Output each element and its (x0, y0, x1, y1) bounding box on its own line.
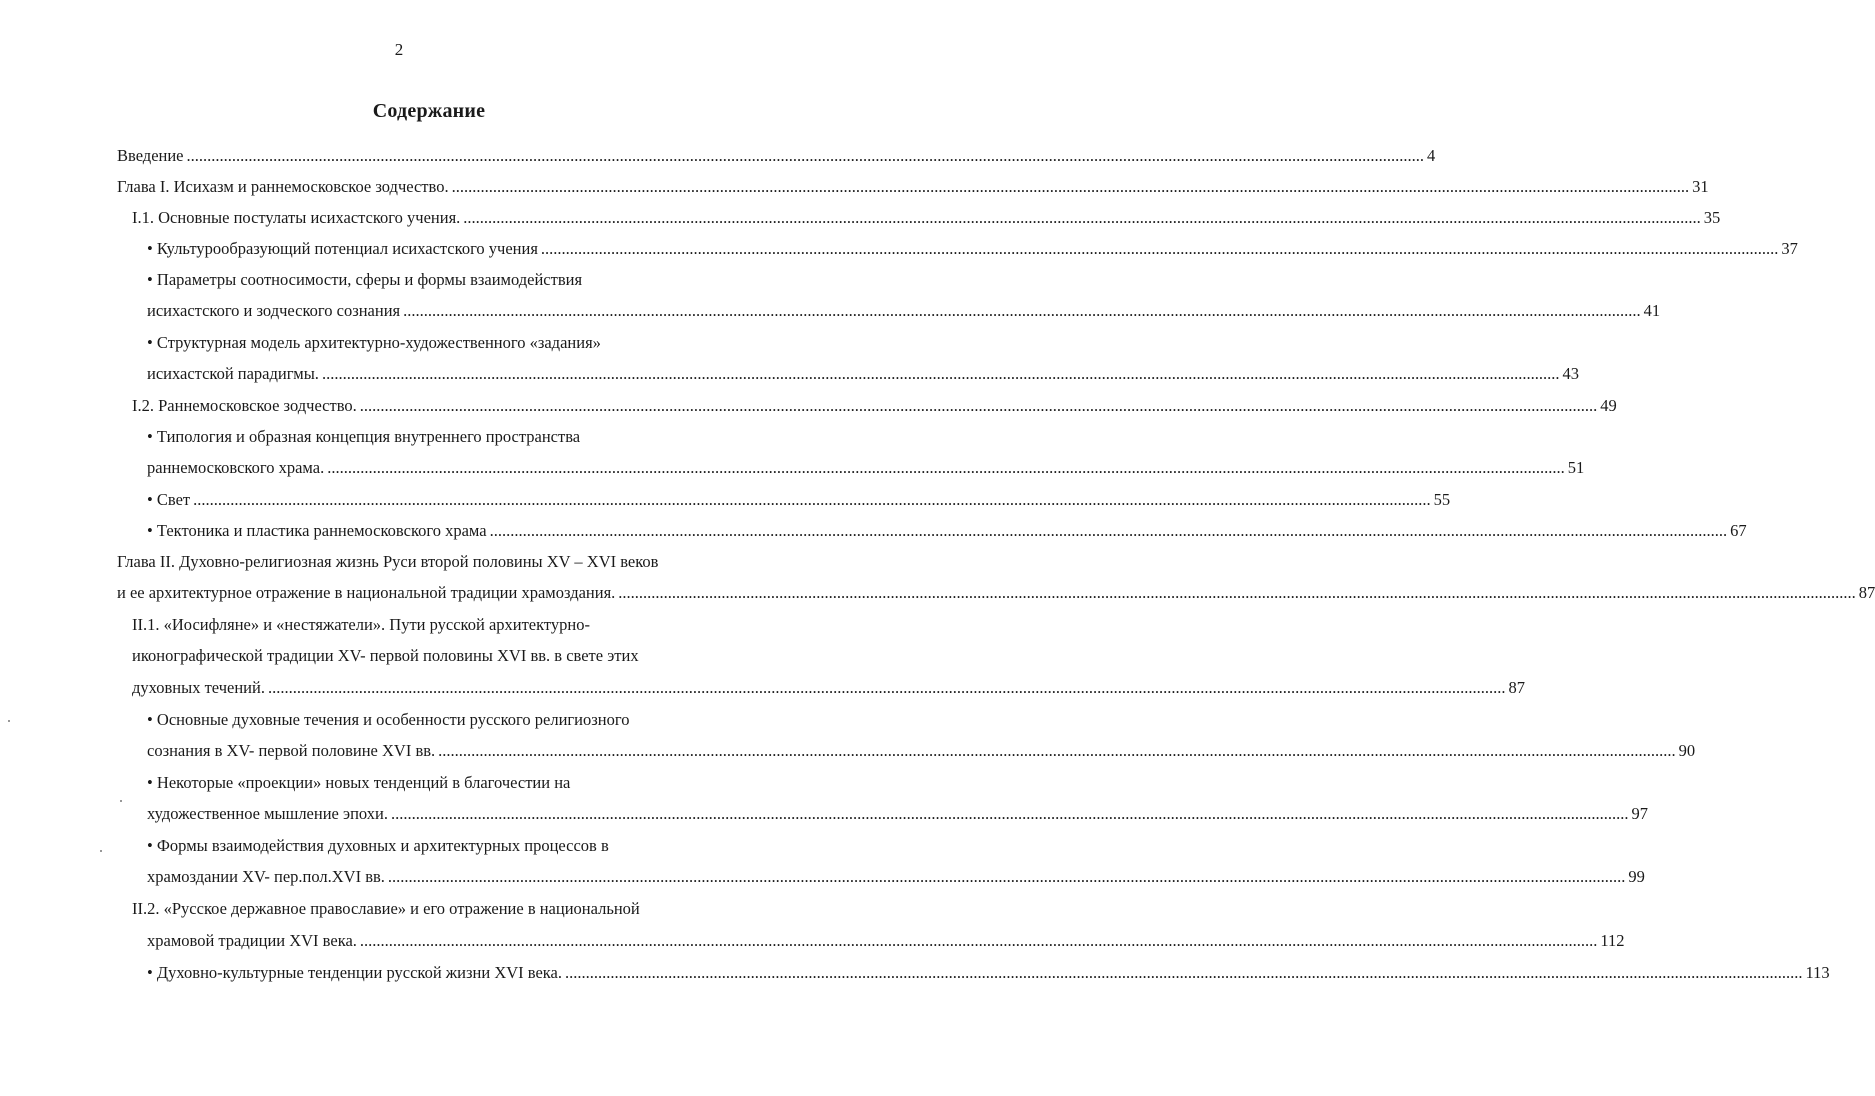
toc-entry-text: и ее архитектурное отражение в национальной традиции храмоздания. (117, 583, 616, 602)
toc-entry[interactable] (147, 830, 742, 862)
toc-entry[interactable] (132, 640, 742, 672)
toc-entry-text: • Культурообразующий потенциал исихастского учения (147, 239, 538, 258)
toc-leader: ............................................................................................................................................................................................................................................................................................................ (565, 963, 1803, 982)
toc-entry-text: раннемосковского храма. (147, 458, 325, 477)
toc-entry[interactable] (147, 798, 1648, 830)
toc-entry-text: • Типология и образная концепция внутреннего пространства (147, 427, 581, 446)
page-title: Содержание (372, 100, 486, 122)
toc-entry-page: 99 (1628, 867, 1645, 886)
toc-entry[interactable] (147, 484, 1451, 516)
toc-entry[interactable] (117, 171, 1709, 203)
toc-leader: ............................................................................................................................................................................................................................................................................................................ (327, 458, 1565, 477)
toc-entry-text: иконографической традиции XV- первой половины XVI вв. в свете этих (132, 646, 639, 665)
toc-entry[interactable] (132, 390, 1617, 422)
toc-leader: ............................................................................................................................................................................................................................................................................................................ (359, 931, 1598, 950)
toc-entry-page: 37 (1781, 239, 1798, 258)
toc-leader: ............................................................................................................................................................................................................................................................................................................ (267, 678, 1506, 697)
toc-leader: ............................................................................................................................................................................................................................................................................................................ (186, 146, 1425, 165)
toc-entry[interactable] (147, 264, 742, 296)
toc-entry-text: • Формы взаимодействия духовных и архитектурных процессов в (147, 836, 609, 855)
toc-entry-text: • Некоторые «проекции» новых тенденций в благочестии на (147, 773, 571, 792)
toc-entry-text: • Основные духовные течения и особенности русского религиозного (147, 710, 630, 729)
toc-leader: ............................................................................................................................................................................................................................................................................................................ (390, 804, 1629, 823)
toc-entry-text: исихастского и зодческого сознания (147, 301, 401, 320)
toc-leader: ............................................................................................................................................................................................................................................................................................................ (193, 490, 1431, 509)
toc-entry[interactable] (147, 358, 1579, 390)
toc-entry-text: Введение (117, 146, 184, 165)
toc-entry-text: храмоздании XV- пер.пол.XVI вв. (147, 867, 385, 886)
toc-entry-page: 90 (1678, 741, 1696, 760)
toc-entry[interactable] (147, 295, 1661, 327)
toc-entry[interactable] (147, 233, 1798, 265)
toc-entry-text: II.1. «Иосифляне» и «нестяжатели». Пути русской архитектурно- (132, 615, 590, 634)
toc-entry[interactable] (147, 421, 742, 453)
toc-entry-text: художественное мышление эпохи. (147, 804, 388, 823)
scan-speck (120, 800, 122, 802)
toc-entry-page: 43 (1562, 364, 1579, 383)
toc-entry[interactable] (147, 452, 1585, 484)
toc-entry[interactable] (132, 672, 1525, 704)
toc-entry[interactable] (147, 327, 742, 359)
toc-entry-page: 35 (1703, 208, 1721, 227)
toc-entry-text: исихастской парадигмы. (147, 364, 319, 383)
toc-entry[interactable] (117, 140, 1436, 172)
toc-entry[interactable] (147, 957, 1830, 989)
toc-entry-text: • Тектоника и пластика раннемосковского храма (147, 521, 487, 540)
toc-leader: ............................................................................................................................................................................................................................................................................................................ (463, 208, 1701, 227)
toc-entry-text: I.1. Основные постулаты исихастского учения. (132, 208, 461, 227)
toc-leader: ............................................................................................................................................................................................................................................................................................................ (489, 521, 1728, 540)
toc-entry-page: 112 (1600, 931, 1625, 950)
toc-entry[interactable] (147, 767, 742, 799)
toc-leader: ............................................................................................................................................................................................................................................................................................................ (359, 396, 1598, 415)
toc-entry[interactable] (147, 704, 742, 736)
toc-entry-page: 87 (1508, 678, 1525, 697)
toc-entry[interactable] (117, 546, 742, 578)
toc-entry-page: 31 (1692, 177, 1709, 196)
toc-entry[interactable] (117, 577, 1875, 609)
toc-entry[interactable] (147, 735, 1696, 767)
toc-entry[interactable] (132, 609, 742, 641)
toc-entry[interactable] (132, 202, 1721, 234)
toc-leader: ............................................................................................................................................................................................................................................................................................................ (387, 867, 1626, 886)
toc-entry-page: 49 (1600, 396, 1617, 415)
toc-leader: ............................................................................................................................................................................................................................................................................................................ (438, 741, 1676, 760)
toc-entry-page: 41 (1643, 301, 1661, 320)
scan-speck (8, 720, 10, 722)
toc-entry-text: • Свет (147, 490, 191, 509)
toc-entry-text: духовных течений. (132, 678, 265, 697)
toc-entry-page: 113 (1805, 963, 1830, 982)
toc-leader: ............................................................................................................................................................................................................................................................................................................ (618, 583, 1856, 602)
toc-leader: ............................................................................................................................................................................................................................................................................................................ (403, 301, 1641, 320)
toc-entry-text: сознания в XV- первой половине XVI вв. (147, 741, 436, 760)
toc-entry-page: 67 (1730, 521, 1747, 540)
toc-entry-text: • Параметры соотносимости, сферы и формы взаимодействия (147, 270, 583, 289)
toc-entry-page: 55 (1433, 490, 1451, 509)
scan-speck (100, 850, 102, 852)
toc-entry-text: • Структурная модель архитектурно-художественного «задания» (147, 333, 601, 352)
toc-entry[interactable] (147, 925, 1625, 957)
toc-entry-text: II.2. «Русское державное православие» и его отражение в национальной (132, 899, 640, 918)
toc-leader: ............................................................................................................................................................................................................................................................................................................ (321, 364, 1560, 383)
toc-entry-page: 51 (1567, 458, 1585, 477)
toc-leader: ............................................................................................................................................................................................................................................................................................................ (451, 177, 1690, 196)
toc-entry-page: 4 (1427, 146, 1436, 165)
toc-entry-page: 87 (1858, 583, 1875, 602)
toc-entry-text: Глава I. Исихазм и раннемосковское зодчество. (117, 177, 449, 196)
toc-entry-text: • Духовно-культурные тенденции русской жизни XVI века. (147, 963, 562, 982)
toc-entry-page: 97 (1631, 804, 1648, 823)
toc-entry[interactable] (147, 515, 1747, 547)
toc-entry-text: I.2. Раннемосковское зодчество. (132, 396, 357, 415)
page-number: 2 (394, 40, 404, 59)
toc-entry[interactable] (132, 893, 742, 925)
toc-entry-text: храмовой традиции XVI века. (147, 931, 357, 950)
toc-leader: ............................................................................................................................................................................................................................................................................................................ (540, 239, 1779, 258)
toc-entry[interactable] (147, 861, 1645, 893)
toc-entry-text: Глава II. Духовно-религиозная жизнь Руси второй половины XV – XVI веков (117, 552, 659, 571)
